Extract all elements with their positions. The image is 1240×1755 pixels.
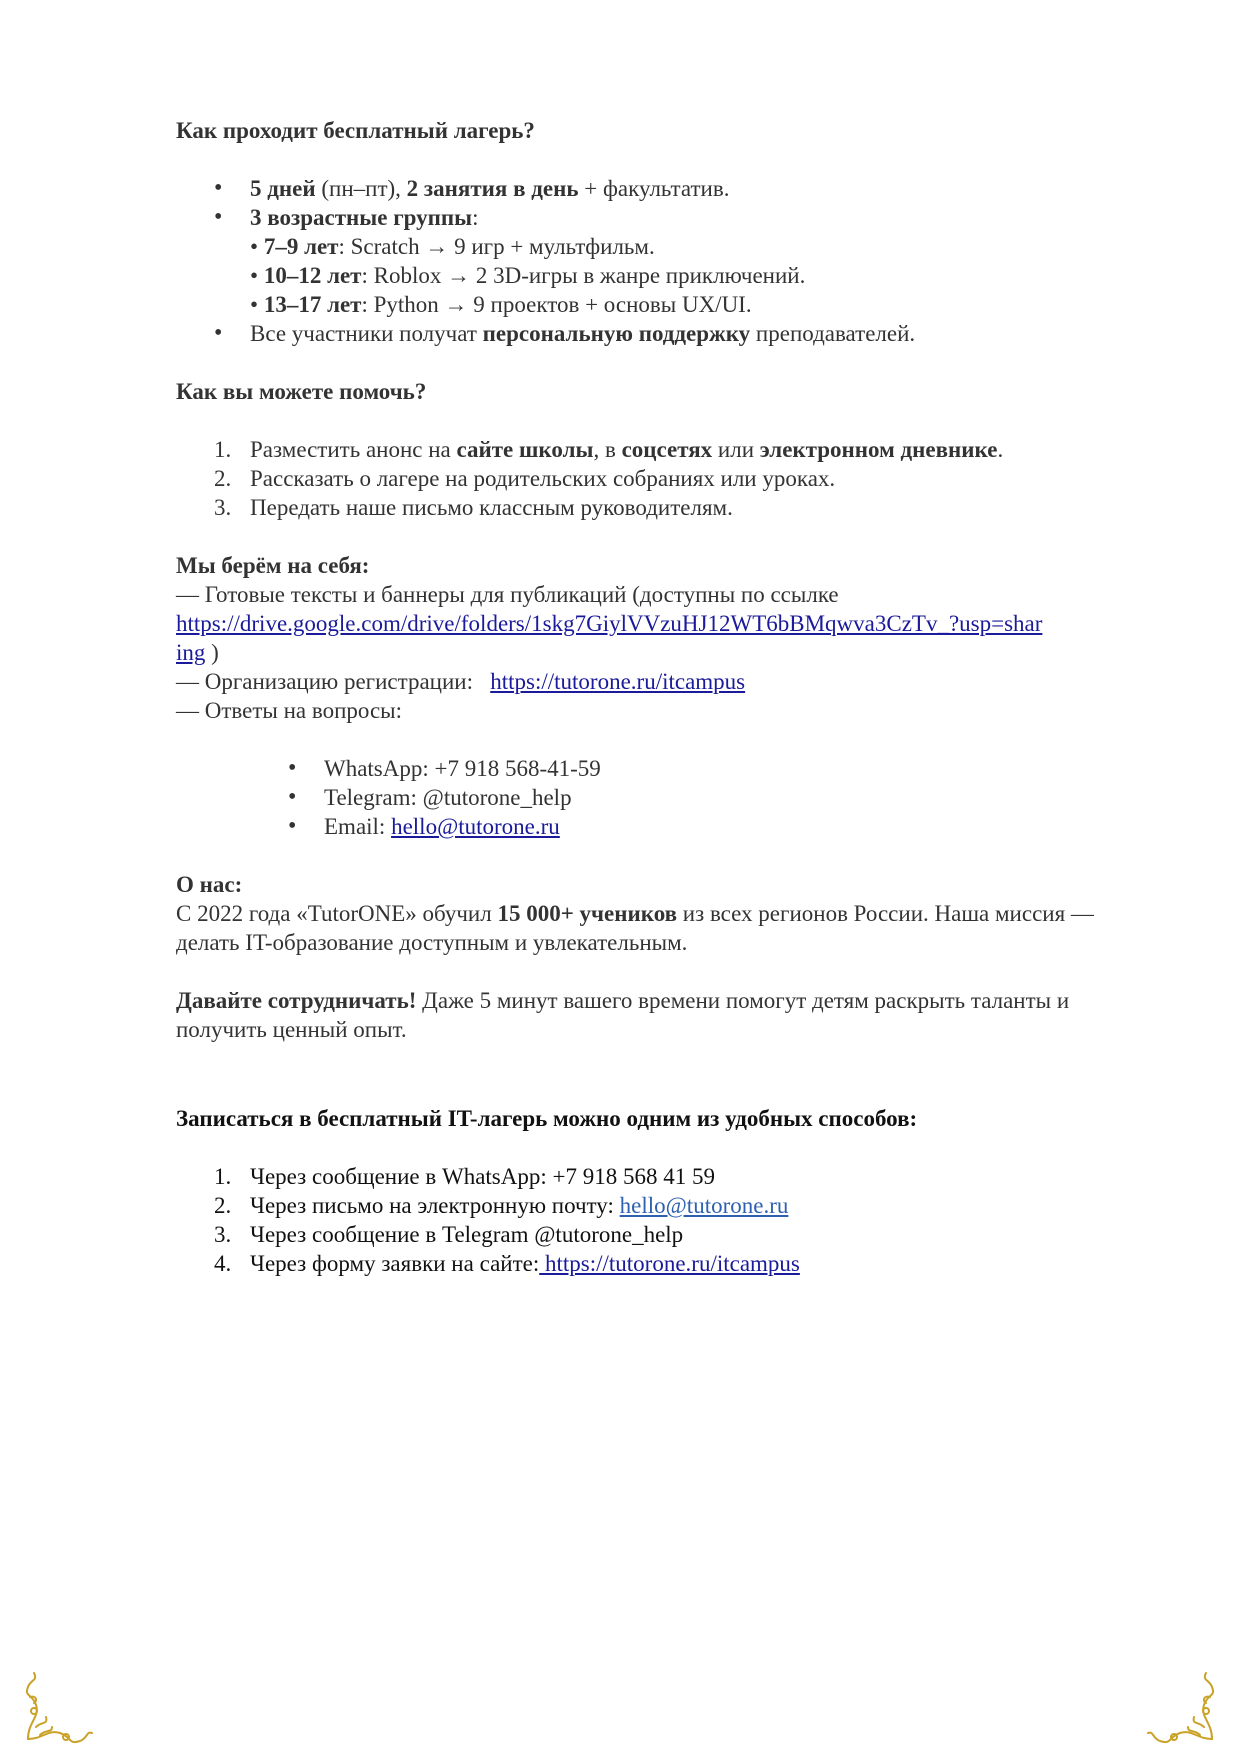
- list-number: 1.: [214, 1164, 232, 1189]
- age-group-2-prefix: •: [250, 263, 264, 288]
- about-heading: О нас:: [176, 872, 243, 897]
- list-item: [176, 1162, 1116, 1191]
- contacts-list: [176, 754, 1116, 841]
- support-post: преподавателей.: [750, 321, 916, 346]
- signup-section: [176, 1104, 1116, 1278]
- about-text-bold: 15 000+ учеников: [497, 901, 678, 926]
- camp-heading: Как проходит бесплатный лагерь?: [176, 118, 535, 143]
- about-text-post: из всех регионов России. Наша миссия — делать IT-образование доступным и увлекательным.: [176, 901, 1094, 955]
- email-link[interactable]: hello@tutorone.ru: [391, 814, 560, 839]
- help-1-f: электронном дневнике: [759, 437, 998, 462]
- gold-flourish-ornament-icon: [18, 1667, 98, 1747]
- help-list: [176, 435, 1116, 522]
- list-number: 4.: [214, 1251, 232, 1276]
- signup-email-link[interactable]: hello@tutorone.ru: [619, 1193, 789, 1218]
- age-group-1-text: : Scratch → 9 игр + мультфильм.: [338, 234, 655, 259]
- cooperate-text: [176, 986, 1116, 1044]
- list-number: 3.: [214, 1222, 232, 1247]
- signup-1-text: Через сообщение в WhatsApp: +7 918 568 41 59: [250, 1164, 715, 1189]
- contact-whatsapp: • WhatsApp: +7 918 568-41-59: [176, 754, 1116, 783]
- we-do-heading: Мы берём на себя:: [176, 553, 370, 578]
- groups-rest: :: [472, 205, 479, 230]
- age-group-2-text: : Roblox → 2 3D-игры в жанре приключений.: [361, 263, 806, 288]
- registration-link[interactable]: https://tutorone.ru/itcampus: [490, 669, 746, 694]
- list-number: 2.: [214, 1193, 232, 1218]
- age-group-1-age: 7–9 лет: [263, 234, 339, 259]
- contact-email: [176, 812, 1116, 841]
- age-group-3: [250, 290, 1116, 319]
- age-group-2-age: 10–12 лет: [263, 263, 362, 288]
- help-1-c: , в: [593, 437, 622, 462]
- signup-list: [176, 1162, 1116, 1278]
- gold-flourish-ornament-icon: [1142, 1667, 1222, 1747]
- list-item: [176, 203, 1116, 319]
- list-item: [176, 493, 1116, 522]
- cooperate-rest: Даже 5 минут вашего времени помогут детям раскрыть таланты и получить ценный опыт.: [176, 988, 1070, 1042]
- list-item: [176, 174, 1116, 203]
- we-do-line-1: [176, 580, 1116, 667]
- help-3-text: Передать наше письмо классным руководителям.: [250, 495, 733, 520]
- drive-link[interactable]: [176, 611, 1042, 665]
- email-label: Email:: [324, 814, 392, 839]
- sessions-bold: 2 занятия в день: [406, 176, 579, 201]
- list-number: 2.: [214, 466, 232, 491]
- we-do-line-1-end: ): [205, 640, 219, 665]
- list-number: 3.: [214, 495, 232, 520]
- sessions-rest: + факультатив.: [578, 176, 730, 201]
- age-group-1: [250, 232, 1116, 261]
- groups-bold: 3 возрастные группы: [250, 205, 473, 230]
- drive-link-part-2: ing: [176, 640, 206, 665]
- signup-heading: Записаться в бесплатный IT-лагерь можно одним из удобных способов:: [176, 1106, 918, 1131]
- cooperate-bold: Давайте сотрудничать!: [176, 988, 417, 1013]
- help-1-g: .: [997, 437, 1004, 462]
- list-item: [176, 435, 1116, 464]
- age-group-2: [250, 261, 1116, 290]
- days-rest: (пн–пт),: [315, 176, 407, 201]
- drive-link-part-1: https://drive.google.com/drive/folders/1skg7GiylVVzuHJ12WT6bBMqwva3CzTv_?usp=shar: [176, 611, 1043, 636]
- we-do-line-2-text: — Организацию регистрации:: [176, 669, 491, 694]
- camp-list: [176, 174, 1116, 348]
- age-group-1-prefix: •: [250, 234, 264, 259]
- list-item: [176, 1249, 1116, 1278]
- about-text-pre: С 2022 года «TutorONE» обучил: [176, 901, 498, 926]
- list-item: [176, 464, 1116, 493]
- help-2-text: Рассказать о лагере на родительских собраниях или уроках.: [250, 466, 836, 491]
- age-group-3-age: 13–17 лет: [263, 292, 362, 317]
- signup-2-text: Через письмо на электронную почту:: [250, 1193, 620, 1218]
- help-1-d: соцсетях: [621, 437, 713, 462]
- about-text: [176, 899, 1116, 957]
- list-number: 1.: [214, 437, 232, 462]
- support-pre: Все участники получат: [250, 321, 483, 346]
- we-do-line-1-text: — Готовые тексты и баннеры для публикаций (доступны по ссылке: [176, 582, 839, 607]
- contact-telegram: • Telegram: @tutorone_help: [176, 783, 1116, 812]
- we-do-line-2: [176, 667, 1116, 696]
- list-item: [176, 1220, 1116, 1249]
- age-group-3-text: : Python → 9 проектов + основы UX/UI.: [361, 292, 752, 317]
- document-body: [176, 116, 1116, 1278]
- age-group-3-prefix: •: [250, 292, 264, 317]
- help-heading: Как вы можете помочь?: [176, 379, 427, 404]
- help-1-a: Разместить анонс на: [250, 437, 457, 462]
- signup-3-text: Через сообщение в Telegram @tutorone_help: [250, 1222, 684, 1247]
- support-bold: персональную поддержку: [482, 321, 751, 346]
- help-1-b: сайте школы: [456, 437, 594, 462]
- list-item: [176, 1191, 1116, 1220]
- days-bold: 5 дней: [250, 176, 316, 201]
- help-1-e: или: [712, 437, 760, 462]
- we-do-line-3: — Ответы на вопросы:: [176, 698, 403, 723]
- signup-4-text: Через форму заявки на сайте:: [250, 1251, 540, 1276]
- signup-site-link[interactable]: https://tutorone.ru/itcampus: [539, 1251, 800, 1276]
- list-item: [176, 319, 1116, 348]
